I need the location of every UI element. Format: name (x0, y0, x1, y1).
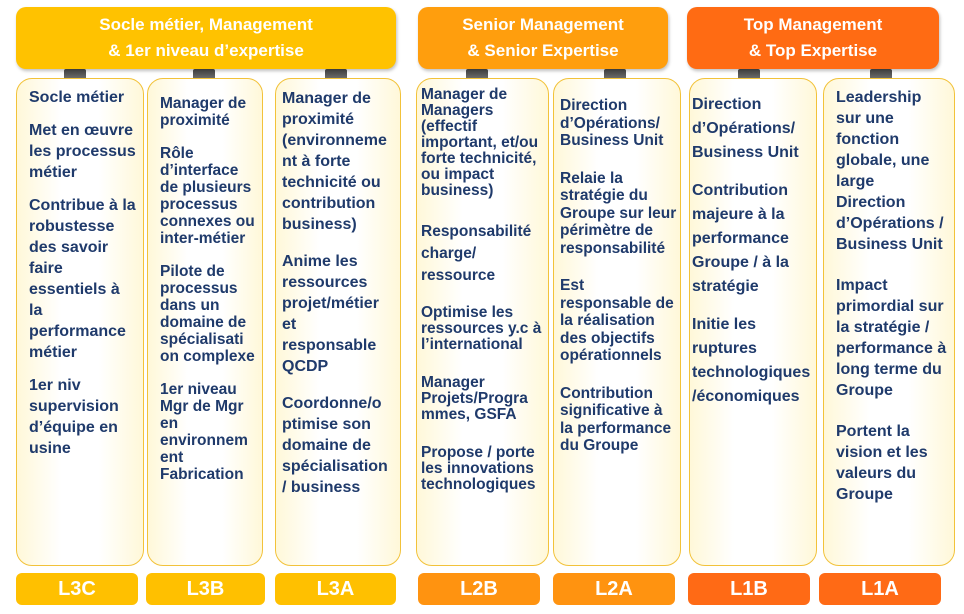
card-l3a-item-2: Coordonne/o ptimise son domaine de spécialisation / business (282, 395, 388, 496)
card-l1b-item-2: Initie les ruptures technologiques /économiques (692, 316, 811, 405)
card-l2a (553, 78, 681, 566)
card-l3b-item-1: Rôle d’interface de plusieurs processus connexes ou inter-métier (160, 145, 255, 247)
card-l1a (823, 78, 955, 566)
card-l2a-item-0: Direction d’Opérations/ Business Unit (560, 97, 664, 149)
card-l3b-item-0: Manager de proximité (160, 95, 247, 129)
card-l2a-item-3: Contribution significative à la performance du Groupe (560, 384, 672, 454)
card-l2b-item-2: Optimise les ressources y.c à l’international (421, 304, 542, 353)
card-l3c-item-3: 1er niv supervision d’équipe en usine (29, 377, 119, 457)
header-l1-line2: & Top Expertise (748, 41, 878, 60)
card-l1b-item-0: Direction d’Opérations/ Business Unit (692, 96, 799, 161)
card-l2b (416, 78, 549, 566)
header-l1 (687, 7, 939, 69)
header-l3-line1: Socle métier, Management (99, 15, 313, 34)
badge-l3a: L3A (275, 573, 396, 605)
header-l3 (16, 7, 396, 69)
header-l2 (418, 7, 668, 69)
badge-l3c: L3C (16, 573, 138, 605)
card-l2a-item-1: Relaie la stratégie du Groupe sur leur périmètre de responsabilité (560, 169, 677, 257)
card-l2a-item-2: Est responsable de la réalisation des objectifs opérationnels (560, 277, 674, 364)
badge-l1a: L1A (819, 573, 941, 605)
card-l1a-item-0: Leadership sur une fonction globale, une large Direction d’Opérations / Business Unit (836, 89, 944, 253)
card-l3b (147, 78, 263, 566)
badge-l2a: L2A (553, 573, 675, 605)
card-l3c-item-1: Met en œuvre les processus métier (29, 122, 136, 181)
card-l1b-item-1: Contribution majeure à la performance Groupe / à la stratégie (692, 182, 789, 295)
header-l2-line2: & Senior Expertise (467, 41, 619, 60)
card-l1a-item-2: Portent la vision et les valeurs du Groupe (836, 423, 928, 503)
card-l2b-item-0: Manager de Managers (effectif important, et/ou forte technicité, ou impact business) (421, 86, 539, 199)
header-l2-line1: Senior Management (462, 15, 624, 34)
card-l2b-item-4: Propose / porte les innovations technologiques (421, 444, 536, 493)
card-l3a-item-0: Manager de proximité (environneme nt à forte technicité ou contribution business) (282, 90, 387, 233)
header-l3-line2: & 1er niveau d’expertise (108, 41, 304, 60)
card-l3c (16, 78, 144, 566)
badge-l3b: L3B (146, 573, 265, 605)
card-l3b-item-3: 1er niveau Mgr de Mgr en environnem ent Fabrication (160, 381, 248, 483)
card-l1a-item-1: Impact primordial sur la stratégie / performance à long terme du Groupe (836, 277, 947, 399)
badge-l2b: L2B (418, 573, 540, 605)
badge-l1b: L1B (688, 573, 810, 605)
card-l1b (689, 78, 817, 566)
card-l3a-item-1: Anime les ressources projet/métier et responsable QCDP (282, 253, 379, 375)
card-l2b-item-3: Manager Projets/Progra mmes, GSFA (421, 374, 528, 423)
card-l3c-item-0: Socle métier (29, 89, 125, 106)
card-l3b-item-2: Pilote de processus dans un domaine de spécialisati on complexe (160, 263, 255, 365)
card-l3c-item-2: Contribue à la robustesse des savoir faire essentiels à la performance métier (29, 197, 136, 361)
header-l1-line1: Top Management (743, 15, 883, 34)
card-l3a (275, 78, 401, 566)
card-l2b-item-1: Responsabilité charge/ ressource (421, 223, 532, 284)
